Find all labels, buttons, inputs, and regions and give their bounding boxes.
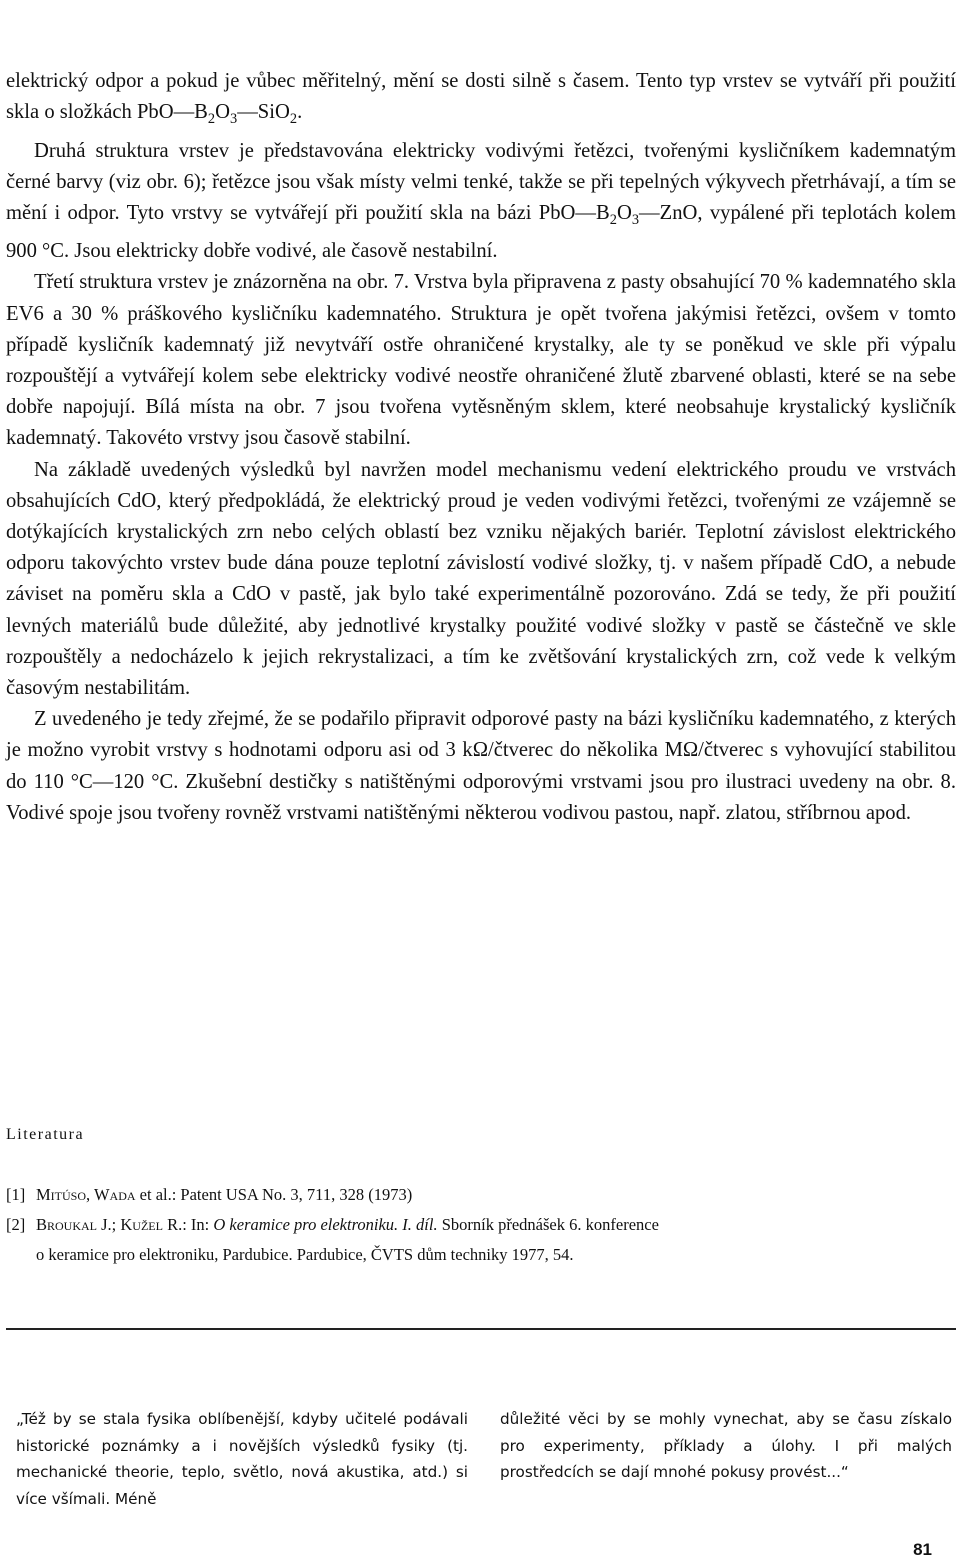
reference-text: [36, 1210, 956, 1240]
paragraph-1: elektrický odpor a pokud je vůbec měřitelný, mění se dosti silně s časem. Tento typ vrstev se vytváří při použití skla o složkách $PbO—B_2O_3—SiO_2$.: [6, 70, 956, 128]
divider-rule: [6, 1328, 956, 1330]
quote-left-column: „Též by se stala fysika oblíbenější, kdyby učitelé podávali historické poznámky a i novějších výsledků fysiky (tj. mechanické theorie, teplo, světlo, nová akustika, atd.) si více všímali. Méně: [16, 1410, 468, 1508]
reference-details: Sborník přednášek 6. konference: [437, 1215, 659, 1234]
reference-text: [36, 1180, 956, 1210]
literature-heading: Literatura: [6, 1126, 85, 1143]
reference-authors: Broukal J.; Kužel R.: [36, 1215, 183, 1234]
quote-right-column: důležité věci by se mohly vynechat, aby se času získalo pro experimenty, příklady a úlohy. I při malých prostředcích se dají mnohé pokusy provést...“: [500, 1410, 952, 1481]
reference-1: [6, 1180, 956, 1210]
article-body: [6, 66, 956, 829]
reference-list: [6, 1180, 956, 1270]
paragraph-2: Druhá struktura vrstev je představována elektricky vodivými řetězci, tvořenými kysličníkem kademnatým černé barvy (viz obr. 6); řetězce jsou však místy velmi tenké, takže se při tepelných výkyvech přetrhávají, a tím se mění i odpor. Tyto vrstvy se vytvářejí při použití skla na bázi $PbO—B_2O_3—ZnO$, vypálené při teplotách kolem 900 °C. Jsou elektricky dobře vodivé, ale časově nestabilní.: [6, 139, 956, 263]
paragraph-5: Z uvedeného je tedy zřejmé, že se podařilo připravit odporové pasty na bázi kysličníku kademnatého, z kterých je možno vyrobit vrstvy s hodnotami odporu asi od 3 kΩ/čtverec do několika MΩ/čtverec s vyhovující stabilitou do 110 °C—120 °C. Zkušební destičky s natištěnými odporovými vrstvami jsou pro ilustraci uvedeny na obr. 8. Vodivé spoje jsou tvořeny rovněž vrstvami natištěnými některou vodivou pastou, např. zlatou, stříbrnou apod.: [6, 708, 956, 824]
reference-title: O keramice pro elektroniku. I. díl.: [213, 1215, 438, 1234]
paragraph-4: Na základě uvedených výsledků byl navržen model mechanismu vedení elektrického proudu ve vrstvách obsahujících CdO, který předpokládá, že elektrický proud je veden vodivými řetězci, tvořenými ze vzájemně se dotýkajících krystalických zrn nebo celých oblastí bez vzniku nějakých bariér. Teplotní závislost elektrického odporu takovýchto vrstev bude dána pouze teplotní závislostí vodivé složky, tj. v našem případě CdO, a nebude záviset na poměru skla a CdO v pastě, jak bylo také experimentálně pozorováno. Zdá se tedy, že při použití levných materiálů bude důležité, aby jednotlivé krystalky použité vodivé složky v pastě se částečně ve skle rozpouštěly a nedocházelo k jejich rekrystalizaci, a tím ke zvětšování krystalických zrn, což vede k velkým časovým nestabilitám.: [6, 458, 956, 700]
reference-prefix: : In:: [182, 1215, 214, 1234]
reference-2-continuation: o keramice pro elektroniku, Pardubice. Pardubice, ČVTS dům techniky 1977, 54.: [36, 1245, 574, 1264]
paragraph-3: Třetí struktura vrstev je znázorněna na obr. 7. Vrstva byla připravena z pasty obsahující 70 % kademnatého skla EV6 a 30 % práškového kysličníku kademnatého. Struktura je opět tvořena jakýmisi řetězci, ovšem v tomto případě kysličník kademnatý již nevytváří ostře ohraničené krystalky, ale ty se poněkud ve skle při výpalu rozpouštějí a vytvářejí kolem sebe elektricky vodivé neostře ohraničené žlutě zbarvené oblasti, které se na sebe dobře napojují. Bílá místa na obr. 7 jsou tvořena vytěsněným sklem, které neobsahuje krystalický kysličník kademnatý. Takovéto vrstvy jsou časově stabilní.: [6, 271, 956, 450]
reference-number: [2]: [6, 1215, 26, 1234]
reference-authors: Mitúso, Wada: [36, 1185, 136, 1204]
reference-number: [1]: [6, 1185, 26, 1204]
page-number: 81: [913, 1540, 932, 1559]
reference-2: [6, 1210, 956, 1240]
reference-details: et al.: Patent USA No. 3, 711, 328 (1973): [135, 1185, 413, 1204]
